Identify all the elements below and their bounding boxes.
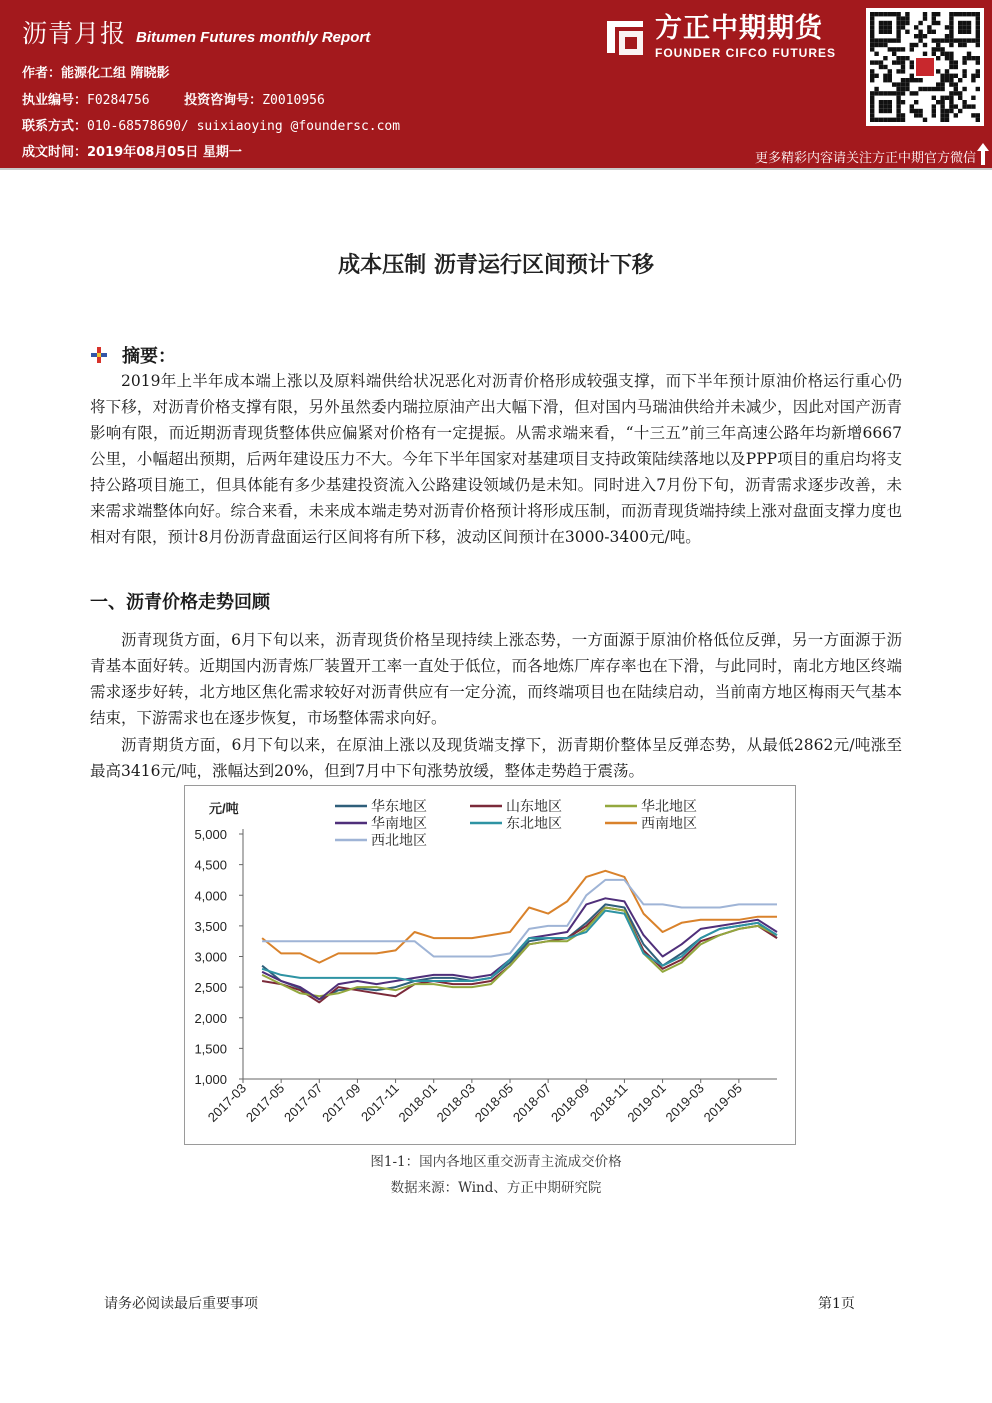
date-label: 成文时间： [22,145,88,160]
wechat-qr-code [866,8,984,126]
footer-notice: 请务必阅读最后重要事项 [104,1296,258,1312]
legend-label: 山东地区 [506,799,562,815]
price-chart [184,785,796,1145]
legend-item [335,815,427,832]
legend-label: 华东地区 [371,799,427,815]
advisory-value: Z0010956 [262,93,325,108]
legend-label: 华北地区 [641,799,697,815]
contact-label: 联系方式： [22,119,88,134]
legend-item [470,815,562,832]
x-tick-label: 2019-01 [624,1080,669,1125]
x-tick-label: 2017-03 [204,1080,250,1125]
x-tick-label: 2019-05 [700,1080,745,1125]
section1-paragraph-2: 沥青期货方面，6月下旬以来，在原油上涨以及现货端支撑下，沥青期价整体呈反弹态势，从最低2862元/吨涨至最高3416元/吨，涨幅达到20%，但到7月中下旬涨势放缓，整体走势趋于震荡。 [90,736,902,780]
license-label: 执业编号： [22,93,88,108]
x-tick-label: 2018-05 [471,1080,517,1125]
legend-label: 西南地区 [641,816,697,832]
follow-banner [692,144,992,168]
license-line [22,89,325,108]
y-tick-label: 1,500 [194,1041,227,1057]
report-name-en: Bitumen Futures monthly Report [136,29,371,46]
diamond-bullet-icon [90,346,108,364]
license-value: F0284756 [87,93,150,108]
summary-heading-label: 摘要： [122,346,176,367]
price-chart-svg [185,786,795,1144]
date-line [22,141,242,160]
legend-label: 西北地区 [371,833,427,849]
author-value: 能源化工组 隋晓影 [61,66,170,81]
x-tick-label: 2017-11 [358,1080,402,1125]
section-heading-1: 一、沥青价格走势回顾 [90,592,270,613]
header-divider [0,168,992,170]
legend-item [605,815,697,832]
y-tick-label: 2,000 [194,1010,227,1026]
logo-text-cn: 方正中期期货 [655,13,823,44]
series-lines [262,871,777,1003]
legend-item [335,832,427,849]
legend-label: 华南地区 [371,816,427,832]
x-tick-label: 2018-09 [548,1080,593,1125]
y-tick-label: 5,000 [194,827,227,842]
x-tick-label: 2019-03 [662,1080,707,1125]
x-tick-label: 2018-01 [395,1080,440,1125]
figure-source: 数据来源：Wind、方正中期研究院 [390,1180,602,1196]
x-tick-label: 2018-03 [433,1080,478,1125]
x-tick-label: 2017-09 [319,1080,364,1125]
logo-text [655,14,836,60]
y-axis [194,827,243,1087]
logo-text-en: FOUNDER CIFCO FUTURES [655,46,836,60]
legend-item [470,798,562,815]
summary-heading [90,342,176,368]
y-tick-label: 3,000 [194,949,227,965]
advisory-label: 投资咨询号： [184,93,263,108]
y-axis-unit-label: 元/吨 [209,801,239,816]
x-tick-label: 2017-07 [281,1080,326,1125]
legend-item [335,798,427,815]
contact-value: 010-68578690/ suixiaoying @foundersc.com [87,119,401,134]
report-header [0,0,992,170]
y-tick-label: 1,000 [194,1072,227,1087]
page-number: 第1页 [818,1296,855,1312]
y-tick-label: 4,000 [194,888,227,904]
x-axis [205,1079,777,1125]
arrow-up-icon [976,142,990,166]
contact-line [22,115,400,134]
company-logo [603,14,836,60]
founder-logo-icon [603,15,647,59]
legend-item [605,798,697,815]
figure-caption: 图1-1：国内各地区重交沥青主流成交价格 [370,1154,622,1170]
x-tick-label: 2018-11 [586,1080,631,1125]
follow-text: 更多精彩内容请关注方正中期官方微信 [754,150,976,166]
report-brand [22,14,370,50]
author-line [22,62,170,81]
y-tick-label: 4,500 [194,857,227,873]
legend-label: 东北地区 [506,816,562,832]
summary-paragraph: 2019年上半年成本端上涨以及原料端供给状况恶化对沥青价格形成较强支撑，而下半年预计原油价格运行重心仍将下移，对沥青价格支撑有限，另外虽然委内瑞拉原油产出大幅下滑，但对国内马瑞油供给并未减少，因此对国产沥青影响有限，而近期沥青现货整体供应偏紧对价格有一定提振。从需求端来看，“十三五”前三年高速公路年均新增6667公里，小幅超出预期，后两年建设压力不大。今年下半年国家对基建项目支持政策陆续落地以及PPP项目的重启均将支持公路项目施工，但具体能有多少基建投资流入公路建设领域仍是未知。同时进入7月份下旬，沥青需求逐步改善，未来需求端整体向好。综合来看，未来成本端走势对沥青价格预计将形成压制，而沥青现货端持续上涨对盘面支撑力度也相对有限，预计8月份沥青盘面运行区间将有所下移，波动区间预计在3000-3400元/吨。 [90,372,902,546]
y-tick-label: 3,500 [194,918,227,934]
x-tick-label: 2018-07 [509,1080,555,1125]
section1-paragraph-1: 沥青现货方面，6月下旬以来，沥青现货价格呈现持续上涨态势，一方面源于原油价格低位反弹，另一方面源于沥青基本面好转。近期国内沥青炼厂装置开工率一直处于低位，而各地炼厂库存率也在下滑，与此同时，南北方地区终端需求逐步好转，北方地区焦化需求较好对沥青供应有一定分流，而终端项目也在陆续启动，当前南方地区梅雨天气基本结束，下游需求也在逐步恢复，市场整体需求向好。 [90,631,902,727]
x-tick-label: 2017-05 [242,1080,288,1125]
report-name-cn: 沥青月报 [22,19,127,48]
date-value: 2019年08月05日 星期一 [87,145,242,160]
report-title: 成本压制 沥青运行区间预计下移 [338,253,654,278]
y-tick-label: 2,500 [194,980,227,996]
author-label: 作者： [22,66,62,81]
chart-legend [335,798,697,849]
